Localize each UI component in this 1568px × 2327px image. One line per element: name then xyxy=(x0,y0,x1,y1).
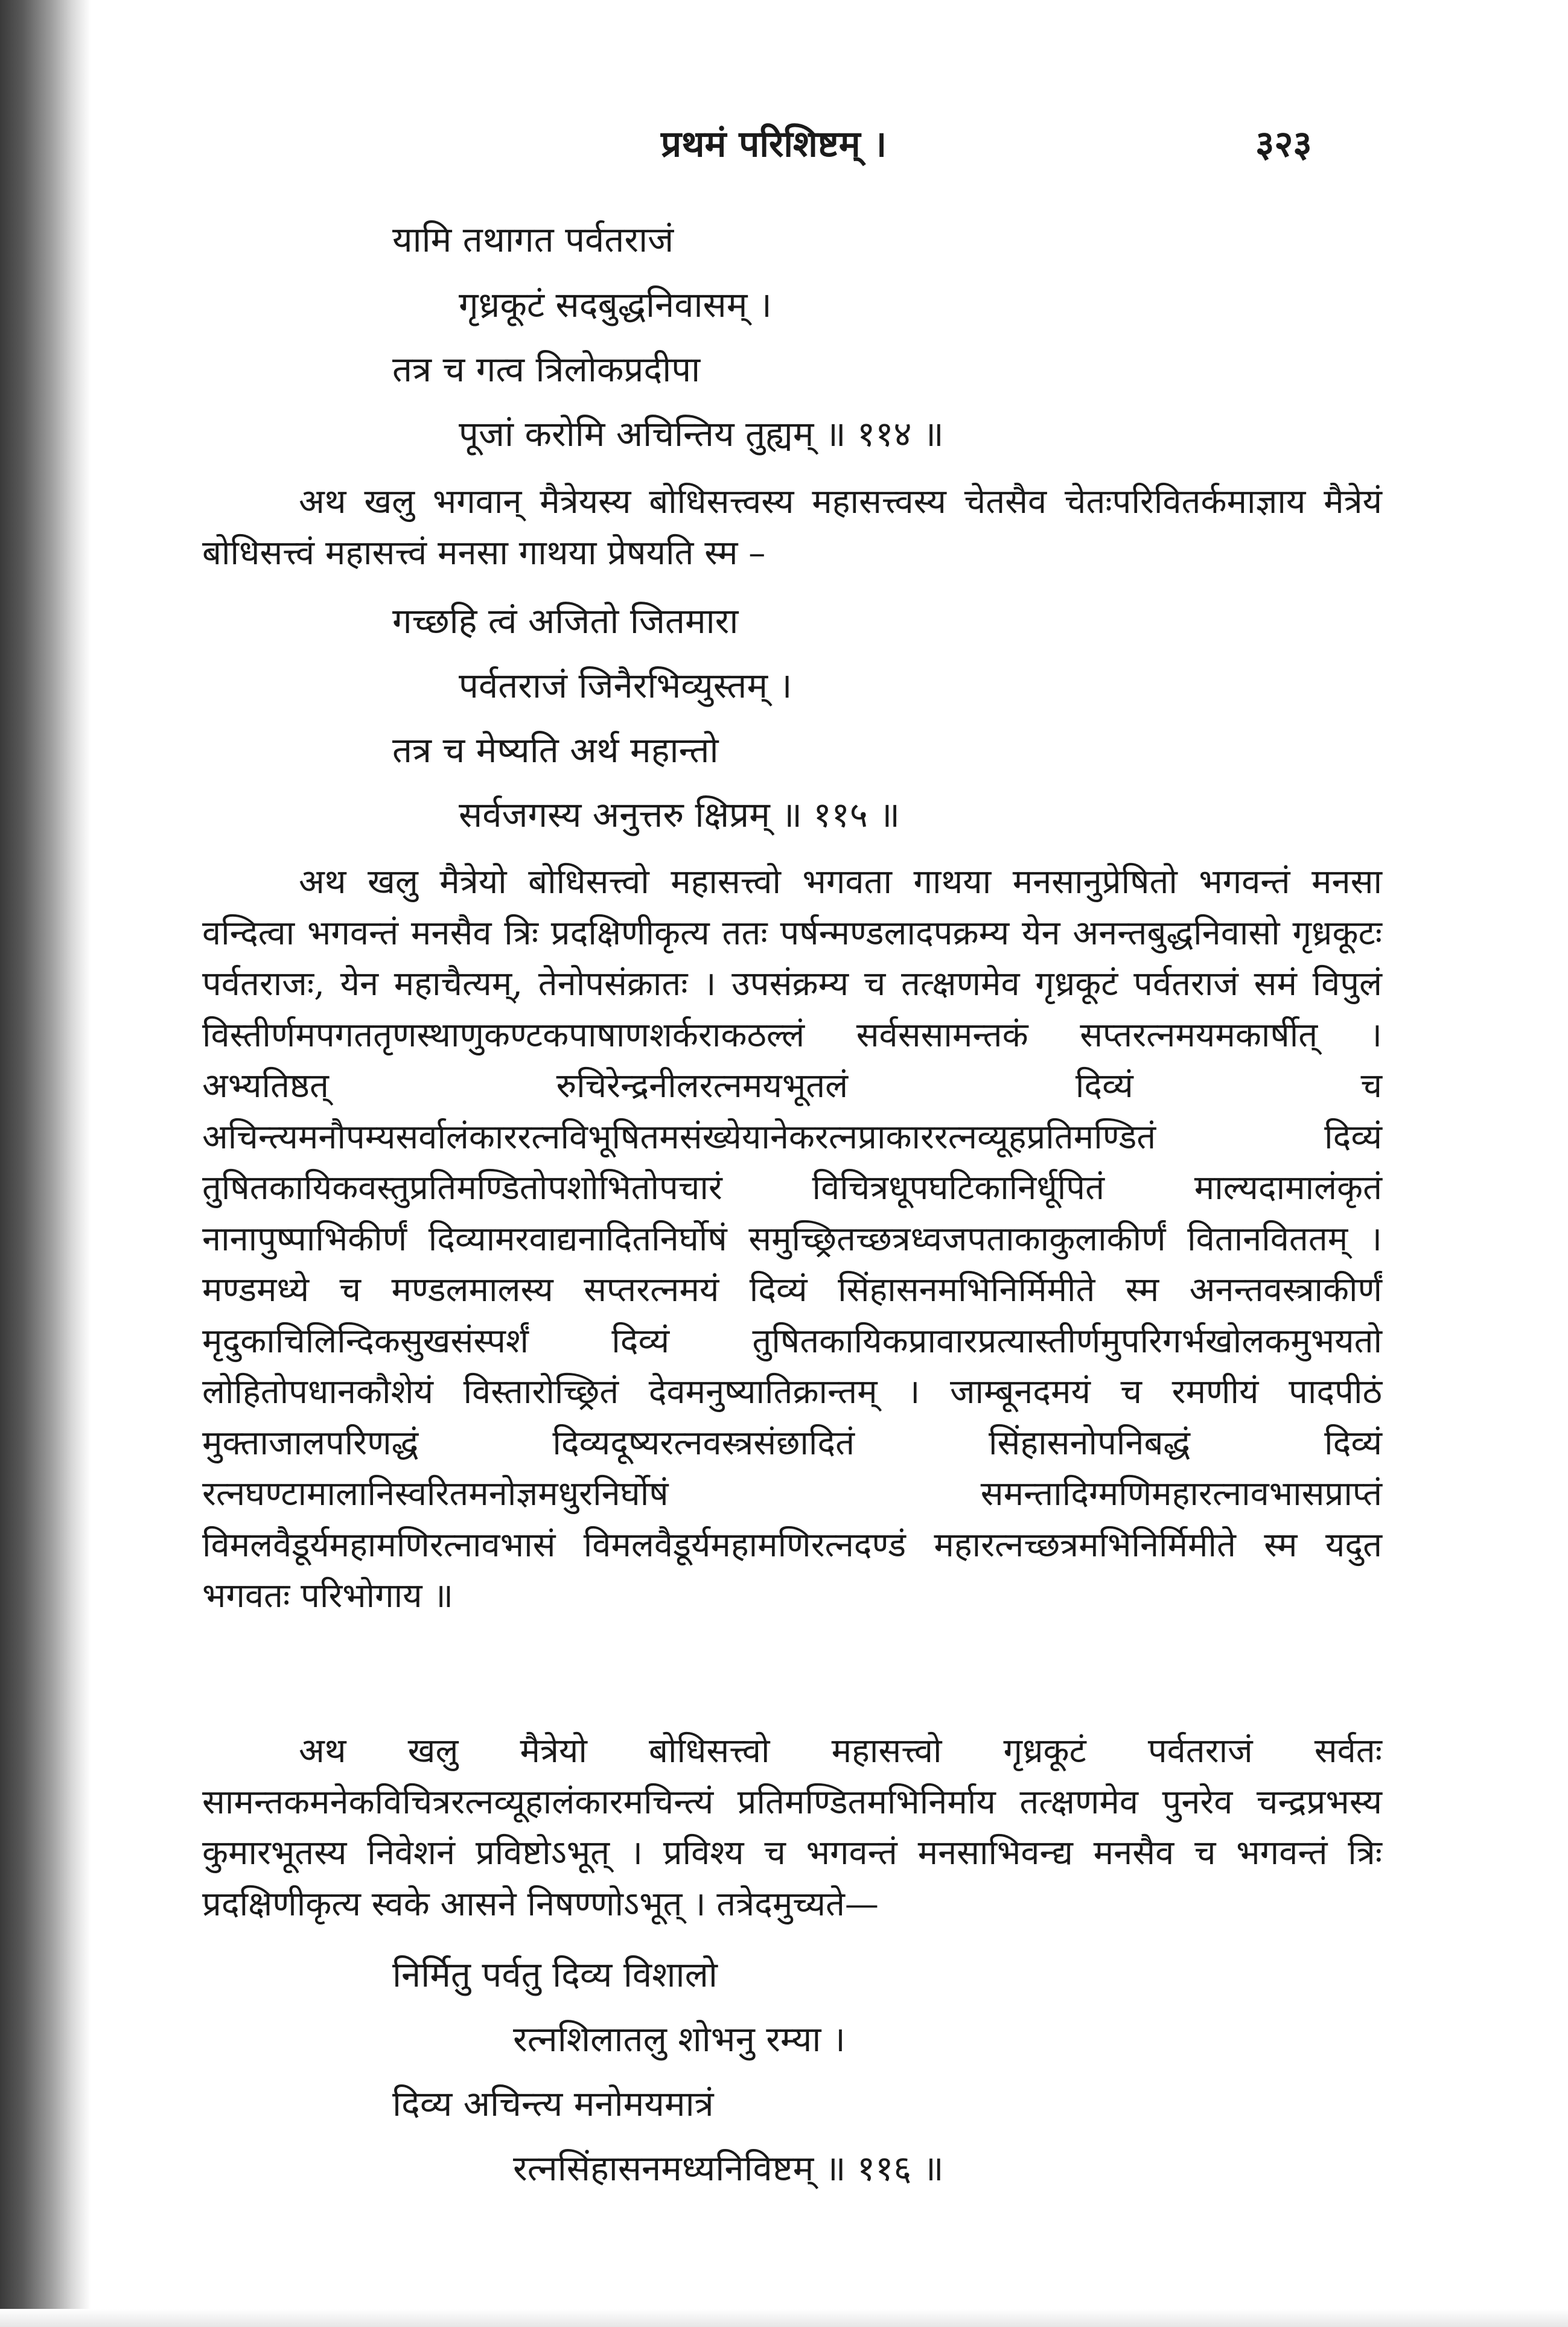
scan-bottom-shade xyxy=(0,2309,1568,2327)
scan-gutter-shadow xyxy=(0,0,91,2327)
verse-line: दिव्य अचिन्त्य मनोमयमात्रं xyxy=(392,2083,714,2124)
prose-paragraph-2 xyxy=(202,857,1382,1622)
page-number: ३२३ xyxy=(1255,123,1312,165)
prose-paragraph-1 xyxy=(202,477,1382,579)
paragraph-text: अथ खलु मैत्रेयो बोधिसत्त्वो महासत्त्वो गृध्रकूटं पर्वतराजं सर्वतः सामन्तकमनेकविचित्ररत्नव्यूहालंकारमचिन्त्यं प्रतिमण्डितमभिनिर्माय तत्क्षणमेव पुनरेव चन्द्रप्रभस्य कुमारभूतस्य निवेशनं प्रविष्टोऽभूत् । प्रविश्य च भगवन्तं मनसाभिवन्द्य मनसैव च भगवन्तं त्रिः प्रदक्षिणीकृत्य स्वके आसने निषण्णोऽभूत् । तत्रेदमुच्यते— xyxy=(202,1731,1382,1924)
verse-line: रत्नशिलातलु शोभनु रम्या । xyxy=(513,2019,846,2060)
verse-line: रत्नसिंहासनमध्यनिविष्टम् ॥ ११६ ॥ xyxy=(513,2148,944,2189)
verse-line: गृध्रकूटं सदबुद्धनिवासम् । xyxy=(459,284,772,325)
running-title: प्रथमं परिशिष्टम् । xyxy=(661,123,887,165)
verse-line: तत्र च मेष्यति अर्थ महान्तो xyxy=(392,730,719,771)
paragraph-text: अथ खलु मैत्रेयो बोधिसत्त्वो महासत्त्वो भगवता गाथया मनसानुप्रेषितो भगवन्तं मनसा वन्दित्वा भगवन्तं मनसैव त्रिः प्रदक्षिणीकृत्य ततः पर्षन्मण्डलादपक्रम्य येन अनन्तबुद्धनिवासो गृध्रकूटः पर्वतराजः, येन महाचैत्यम्, तेनोपसंक्रातः । उपसंक्रम्य च तत्क्षणमेव गृध्रकूटं पर्वतराजं समं विपुलं विस्तीर्णमपगततृणस्थाणुकण्टकपाषाणशर्कराकठल्लं सर्वससामन्तकं सप्तरत्नमयमकार्षीत् । अभ्यतिष्ठत् रुचिरेन्द्रनीलरत्नमयभूतलं दिव्यं च अचिन्त्यमनौपम्यसर्वालंकाररत्नविभूषितमसंख्येयानेकरत्नप्राकाररत्नव्यूहप्रतिमण्डितं दिव्यं तुषितकायिकवस्तुप्रतिमण्डितोपशोभितोपचारं विचित्रधूपघटिकानिर्धूपितं माल्यदामालंकृतं नानापुष्पाभिकीर्णं दिव्यामरवाद्यनादितनिर्घोषं समुच्छ्रितच्छत्रध्वजपताकाकुलाकीर्णं वितानविततम् । मण्डमध्ये च मण्डलमालस्य सप्तरत्नमयं दिव्यं सिंहासनमभिनिर्मिमीते स्म अनन्तवस्त्राकीर्णं मृदुकाचिलिन्दिकसुखसंस्पर्शं दिव्यं तुषितकायिकप्रावारप्रत्यास्तीर्णमुपरिगर्भखोलकमुभयतो लोहितोपधानकौशेयं विस्तारोच्छ्रितं देवमनुष्यातिक्रान्तम् । जाम्बूनदमयं च रमणीयं पादपीठं मुक्ताजालपरिणद्धं दिव्यदूष्यरत्नवस्त्रसंछादितं सिंहासनोपनिबद्धं दिव्यं रत्नघण्टामालानिस्वरितमनोज्ञमधुरनिर्घोषं समन्तादिग्मणिमहारत्नावभासप्राप्तं विमलवैडूर्यमहामणिरत्नावभासं विमलवैडूर्यमहामणिरत्नदण्डं महारत्नच्छत्रमभिनिर्मिमीते स्म यदुत भगवतः परिभोगाय ॥ xyxy=(202,862,1382,1616)
verse-line: गच्छहि त्वं अजितो जितमारा xyxy=(392,600,739,641)
verse-line: पर्वतराजं जिनैरभिव्युस्तम् । xyxy=(459,665,792,706)
prose-paragraph-3 xyxy=(202,1726,1382,1930)
paragraph-text: अथ खलु भगवान् मैत्रेयस्य बोधिसत्त्वस्य महासत्त्वस्य चेतसैव चेतःपरिवितर्कमाज्ञाय मैत्रेयं बोधिसत्त्वं महासत्त्वं मनसा गाथया प्रेषयति स्म – xyxy=(202,482,1382,573)
verse-line: पूजां करोमि अचिन्तिय तुह्यम् ॥ ११४ ॥ xyxy=(459,413,944,454)
verse-line: तत्र च गत्व त्रिलोकप्रदीपा xyxy=(392,349,701,390)
verse-line: सर्वजगस्य अनुत्तरु क्षिप्रम् ॥ ११५ ॥ xyxy=(459,794,900,835)
verse-line: निर्मितु पर्वतु दिव्य विशालो xyxy=(392,1954,718,1995)
verse-line: यामि तथागत पर्वतराजं xyxy=(392,219,674,260)
page-header xyxy=(0,118,1568,172)
